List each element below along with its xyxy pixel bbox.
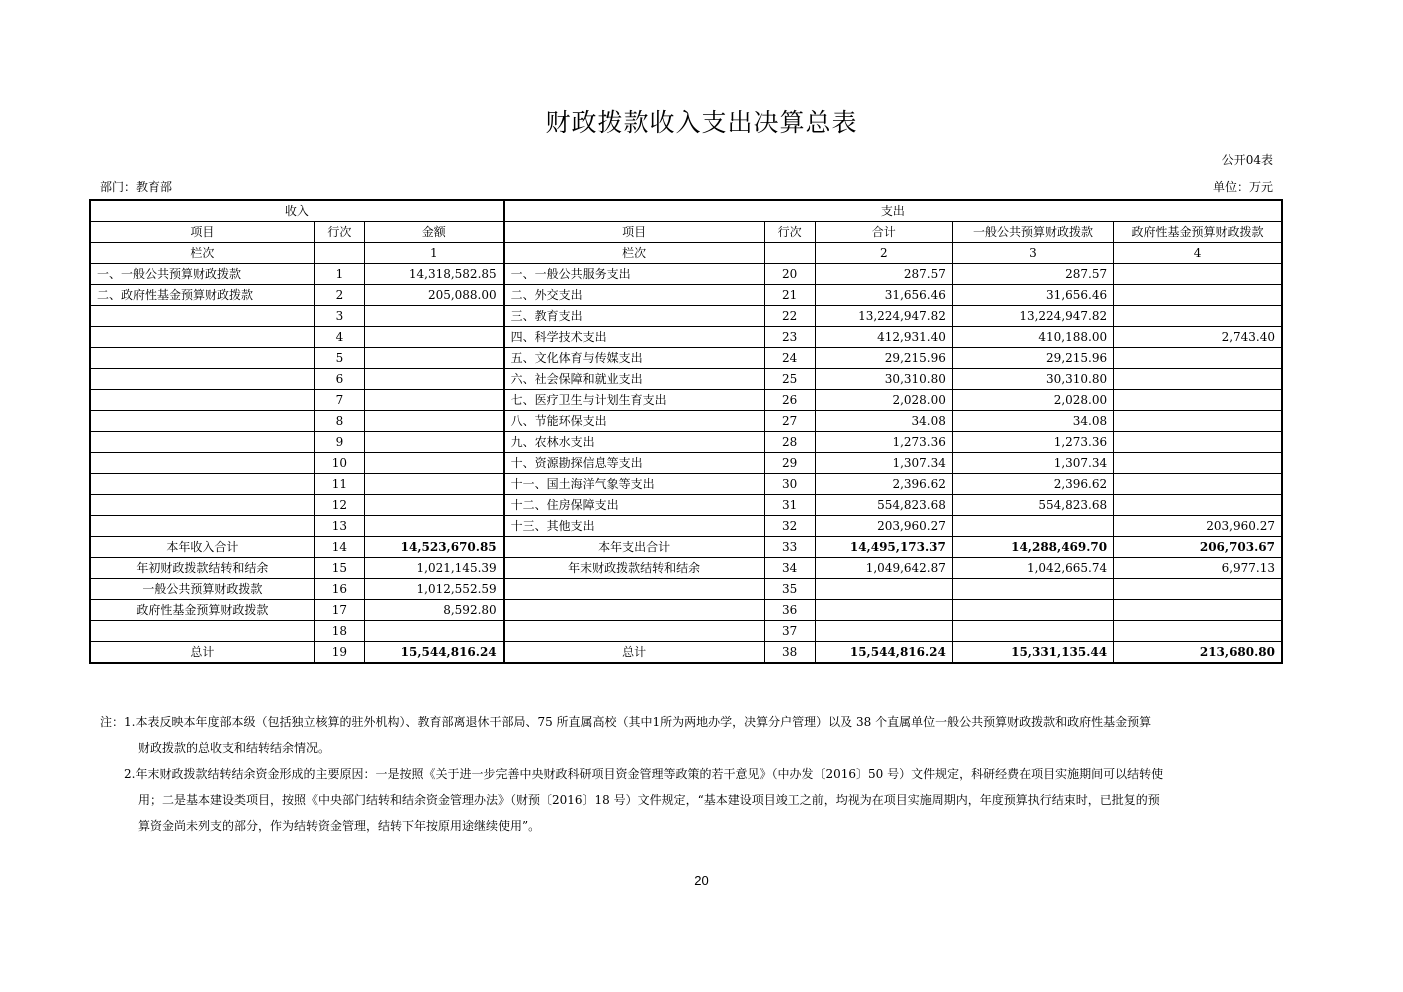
table-row <box>90 642 1282 664</box>
table-row <box>90 621 1282 642</box>
expense-total-cell: 1,273.36 <box>815 432 952 453</box>
expense-total-cell: 1,307.34 <box>815 453 952 474</box>
expense-total-cell <box>815 600 952 621</box>
expense-row-no-cell: 21 <box>764 285 815 306</box>
expense-item-cell: 二、外交支出 <box>504 285 764 306</box>
income-amount-cell: 14,318,582.85 <box>364 264 503 285</box>
income-row-no-cell: 2 <box>314 285 364 306</box>
expense-item-cell <box>504 600 764 621</box>
expense-item-cell: 本年支出合计 <box>504 537 764 558</box>
expense-fund-budget-cell <box>1114 369 1282 390</box>
expense-item-cell <box>504 621 764 642</box>
expense-general-budget-cell: 554,823.68 <box>952 495 1113 516</box>
expense-general-budget-cell: 1,273.36 <box>952 432 1113 453</box>
income-row-no-cell: 17 <box>314 600 364 621</box>
table-body <box>90 264 1282 664</box>
table-row <box>90 411 1282 432</box>
expense-total-cell: 31,656.46 <box>815 285 952 306</box>
expense-row-no-cell: 30 <box>764 474 815 495</box>
column-header: 政府性基金预算财政拨款 <box>1114 222 1282 243</box>
expense-total-cell: 1,049,642.87 <box>815 558 952 579</box>
expense-total-cell: 2,028.00 <box>815 390 952 411</box>
expense-fund-budget-cell <box>1114 411 1282 432</box>
expense-row-no-cell: 28 <box>764 432 815 453</box>
expense-fund-budget-cell <box>1114 495 1282 516</box>
unit-label: 单位：万元 <box>1212 180 1273 194</box>
income-item-cell: 总计 <box>90 642 314 664</box>
expense-item-cell: 一、一般公共服务支出 <box>504 264 764 285</box>
table-row <box>90 558 1282 579</box>
table-row <box>90 474 1282 495</box>
expense-item-cell <box>504 579 764 600</box>
income-amount-cell <box>364 369 503 390</box>
income-row-no-cell: 11 <box>314 474 364 495</box>
income-item-cell <box>90 621 314 642</box>
column-header: 金额 <box>364 222 503 243</box>
income-amount-cell: 8,592.80 <box>364 600 503 621</box>
expense-item-cell: 年末财政拨款结转和结余 <box>504 558 764 579</box>
table-row <box>90 600 1282 621</box>
income-row-no-cell: 1 <box>314 264 364 285</box>
expense-row-no-cell: 20 <box>764 264 815 285</box>
income-row-no-cell: 3 <box>314 306 364 327</box>
expense-item-cell: 六、社会保障和就业支出 <box>504 369 764 390</box>
column-header: 项目 <box>504 222 764 243</box>
income-section-header: 收入 <box>90 200 504 222</box>
column-header: 一般公共预算财政拨款 <box>952 222 1113 243</box>
income-amount-cell: 15,544,816.24 <box>364 642 503 664</box>
income-row-no-cell: 8 <box>314 411 364 432</box>
income-row-no-cell: 5 <box>314 348 364 369</box>
expense-item-cell: 七、医疗卫生与计划生育支出 <box>504 390 764 411</box>
income-amount-cell <box>364 453 503 474</box>
table-row <box>90 495 1282 516</box>
expense-general-budget-cell: 2,396.62 <box>952 474 1113 495</box>
expense-general-budget-cell: 31,656.46 <box>952 285 1113 306</box>
expense-fund-budget-cell <box>1114 306 1282 327</box>
income-item-cell: 一、一般公共预算财政拨款 <box>90 264 314 285</box>
section-header-row <box>90 200 1282 222</box>
table-row <box>90 516 1282 537</box>
expense-general-budget-cell: 1,042,665.74 <box>952 558 1113 579</box>
expense-item-cell: 五、文化体育与传媒支出 <box>504 348 764 369</box>
expense-row-no-cell: 22 <box>764 306 815 327</box>
expense-row-no-cell: 35 <box>764 579 815 600</box>
column-index: 1 <box>364 243 503 264</box>
table-row <box>90 579 1282 600</box>
expense-general-budget-cell <box>952 516 1113 537</box>
note-2-line-3: 算资金尚未列支的部分，作为结转资金管理，结转下年按原用途继续使用”。 <box>138 819 541 833</box>
income-item-cell <box>90 306 314 327</box>
table-row <box>90 327 1282 348</box>
income-row-no-cell: 9 <box>314 432 364 453</box>
expense-total-cell: 287.57 <box>815 264 952 285</box>
expense-row-no-cell: 34 <box>764 558 815 579</box>
income-item-cell <box>90 411 314 432</box>
income-amount-cell <box>364 432 503 453</box>
expense-general-budget-cell: 13,224,947.82 <box>952 306 1113 327</box>
expense-total-cell: 30,310.80 <box>815 369 952 390</box>
expense-general-budget-cell: 34.08 <box>952 411 1113 432</box>
column-index: 4 <box>1114 243 1282 264</box>
table-row <box>90 537 1282 558</box>
table-row <box>90 453 1282 474</box>
expense-row-no-cell: 24 <box>764 348 815 369</box>
expense-general-budget-cell: 30,310.80 <box>952 369 1113 390</box>
expense-fund-budget-cell <box>1114 453 1282 474</box>
expense-total-cell <box>815 621 952 642</box>
expense-general-budget-cell: 2,028.00 <box>952 390 1113 411</box>
income-row-no-cell: 19 <box>314 642 364 664</box>
note-1-line-2: 财政拨款的总收支和结转结余情况。 <box>138 741 331 755</box>
expense-row-no-cell: 23 <box>764 327 815 348</box>
expense-general-budget-cell <box>952 600 1113 621</box>
expense-item-cell: 总计 <box>504 642 764 664</box>
income-item-cell: 年初财政拨款结转和结余 <box>90 558 314 579</box>
expense-general-budget-cell: 15,331,135.44 <box>952 642 1113 664</box>
expense-item-cell: 九、农林水支出 <box>504 432 764 453</box>
income-row-no-cell: 18 <box>314 621 364 642</box>
income-amount-cell: 1,012,552.59 <box>364 579 503 600</box>
income-amount-cell <box>364 348 503 369</box>
expense-row-no-cell: 32 <box>764 516 815 537</box>
income-row-no-cell: 14 <box>314 537 364 558</box>
income-item-cell <box>90 369 314 390</box>
expense-row-no-cell: 31 <box>764 495 815 516</box>
expense-general-budget-cell: 287.57 <box>952 264 1113 285</box>
table-row <box>90 285 1282 306</box>
table-row <box>90 369 1282 390</box>
column-header: 行次 <box>314 222 364 243</box>
column-header: 行次 <box>764 222 815 243</box>
department-label: 部门：教育部 <box>100 180 173 194</box>
column-index <box>314 243 364 264</box>
expense-general-budget-cell: 29,215.96 <box>952 348 1113 369</box>
income-item-cell <box>90 495 314 516</box>
income-amount-cell <box>364 621 503 642</box>
income-row-no-cell: 7 <box>314 390 364 411</box>
table-row <box>90 348 1282 369</box>
income-amount-cell <box>364 306 503 327</box>
income-item-cell <box>90 348 314 369</box>
income-amount-cell <box>364 474 503 495</box>
income-row-no-cell: 4 <box>314 327 364 348</box>
expense-general-budget-cell: 1,307.34 <box>952 453 1113 474</box>
expense-fund-budget-cell: 213,680.80 <box>1114 642 1282 664</box>
table-row <box>90 390 1282 411</box>
table-row <box>90 432 1282 453</box>
income-item-cell: 一般公共预算财政拨款 <box>90 579 314 600</box>
income-amount-cell <box>364 390 503 411</box>
column-index: 2 <box>815 243 952 264</box>
note-2-line-2: 用；二是基本建设类项目，按照《中央部门结转和结余资金管理办法》（财预〔2016〕18 号）文件规定，“基本建设项目竣工之前，均视为在项目实施周期内，年度预算执行结束时，已批复的预 <box>138 793 1160 807</box>
note-2-line-1: 2.年末财政拨款结转结余资金形成的主要原因：一是按照《关于进一步完善中央财政科研项目资金管理等政策的若干意见》（中办发〔2016〕50 号）文件规定，科研经费在项目实施期间可以结转使 <box>124 767 1164 781</box>
income-item-cell <box>90 327 314 348</box>
expense-row-no-cell: 29 <box>764 453 815 474</box>
income-item-cell <box>90 390 314 411</box>
expense-general-budget-cell <box>952 621 1113 642</box>
column-header-row <box>90 222 1282 243</box>
expense-total-cell <box>815 579 952 600</box>
income-row-no-cell: 16 <box>314 579 364 600</box>
notes <box>100 709 1285 839</box>
income-amount-cell: 205,088.00 <box>364 285 503 306</box>
budget-summary-table <box>89 199 1283 664</box>
expense-row-no-cell: 36 <box>764 600 815 621</box>
expense-total-cell: 13,224,947.82 <box>815 306 952 327</box>
expense-item-cell: 十、资源勘探信息等支出 <box>504 453 764 474</box>
expense-fund-budget-cell <box>1114 474 1282 495</box>
expense-total-cell: 34.08 <box>815 411 952 432</box>
column-header: 合计 <box>815 222 952 243</box>
income-row-no-cell: 10 <box>314 453 364 474</box>
income-row-no-cell: 13 <box>314 516 364 537</box>
expense-total-cell: 15,544,816.24 <box>815 642 952 664</box>
expense-item-cell: 三、教育支出 <box>504 306 764 327</box>
table-row <box>90 306 1282 327</box>
expense-general-budget-cell <box>952 579 1113 600</box>
expense-fund-budget-cell <box>1114 390 1282 411</box>
expense-fund-budget-cell <box>1114 579 1282 600</box>
column-index: 3 <box>952 243 1113 264</box>
income-item-cell: 政府性基金预算财政拨款 <box>90 600 314 621</box>
column-index-row <box>90 243 1282 264</box>
expense-total-cell: 203,960.27 <box>815 516 952 537</box>
expense-fund-budget-cell <box>1114 348 1282 369</box>
expense-total-cell: 29,215.96 <box>815 348 952 369</box>
page-number: 20 <box>694 873 709 888</box>
expense-item-cell: 八、节能环保支出 <box>504 411 764 432</box>
income-amount-cell <box>364 516 503 537</box>
expense-item-cell: 四、科学技术支出 <box>504 327 764 348</box>
income-item-cell <box>90 453 314 474</box>
income-item-cell: 本年收入合计 <box>90 537 314 558</box>
page-title: 财政拨款收入支出决算总表 <box>545 108 858 137</box>
expense-row-no-cell: 26 <box>764 390 815 411</box>
income-amount-cell <box>364 327 503 348</box>
expense-fund-budget-cell: 6,977.13 <box>1114 558 1282 579</box>
expense-section-header: 支出 <box>504 200 1282 222</box>
income-amount-cell <box>364 411 503 432</box>
expense-fund-budget-cell <box>1114 600 1282 621</box>
expense-total-cell: 14,495,173.37 <box>815 537 952 558</box>
expense-fund-budget-cell: 2,743.40 <box>1114 327 1282 348</box>
expense-fund-budget-cell: 206,703.67 <box>1114 537 1282 558</box>
expense-total-cell: 2,396.62 <box>815 474 952 495</box>
income-item-cell <box>90 432 314 453</box>
column-header: 项目 <box>90 222 314 243</box>
expense-item-cell: 十二、住房保障支出 <box>504 495 764 516</box>
income-row-no-cell: 12 <box>314 495 364 516</box>
expense-item-cell: 十三、其他支出 <box>504 516 764 537</box>
expense-row-no-cell: 33 <box>764 537 815 558</box>
column-index: 栏次 <box>504 243 764 264</box>
expense-row-no-cell: 25 <box>764 369 815 390</box>
column-index <box>764 243 815 264</box>
income-row-no-cell: 6 <box>314 369 364 390</box>
income-item-cell <box>90 516 314 537</box>
expense-general-budget-cell: 410,188.00 <box>952 327 1113 348</box>
note-1-line-1: 注：1.本表反映本年度部本级（包括独立核算的驻外机构）、教育部离退休干部局、75 所直属高校（其中1所为两地办学，决算分户管理）以及 38 个直属单位一般公共预算财政拨款和政府性基金预算 <box>100 715 1152 729</box>
income-amount-cell: 14,523,670.85 <box>364 537 503 558</box>
table-row <box>90 264 1282 285</box>
column-index: 栏次 <box>90 243 314 264</box>
income-item-cell <box>90 474 314 495</box>
expense-fund-budget-cell <box>1114 285 1282 306</box>
expense-fund-budget-cell: 203,960.27 <box>1114 516 1282 537</box>
expense-general-budget-cell: 14,288,469.70 <box>952 537 1113 558</box>
expense-row-no-cell: 27 <box>764 411 815 432</box>
expense-total-cell: 554,823.68 <box>815 495 952 516</box>
form-number: 公开04表 <box>1221 153 1273 167</box>
expense-item-cell: 十一、国土海洋气象等支出 <box>504 474 764 495</box>
expense-row-no-cell: 38 <box>764 642 815 664</box>
income-row-no-cell: 15 <box>314 558 364 579</box>
expense-total-cell: 412,931.40 <box>815 327 952 348</box>
income-amount-cell: 1,021,145.39 <box>364 558 503 579</box>
expense-fund-budget-cell <box>1114 432 1282 453</box>
expense-row-no-cell: 37 <box>764 621 815 642</box>
expense-fund-budget-cell <box>1114 264 1282 285</box>
income-item-cell: 二、政府性基金预算财政拨款 <box>90 285 314 306</box>
income-amount-cell <box>364 495 503 516</box>
expense-fund-budget-cell <box>1114 621 1282 642</box>
